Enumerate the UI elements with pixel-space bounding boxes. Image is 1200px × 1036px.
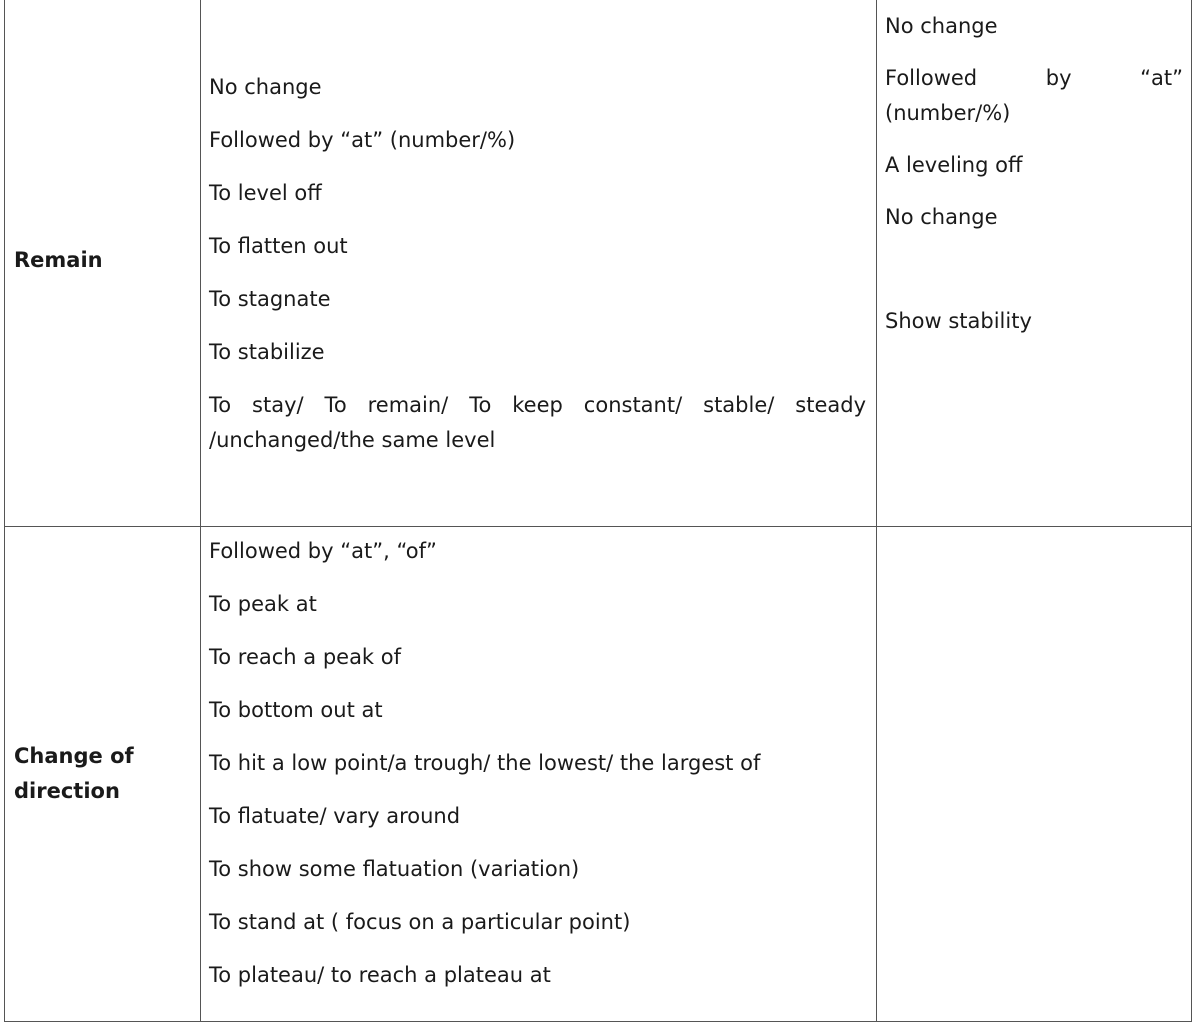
list-item: To hit a low point/a trough/ the lowest/ the largest of: [209, 750, 761, 775]
row-label: Change of: [14, 744, 134, 768]
list-item: To stay/ To remain/ To keep constant/ stable/ steady /unchanged/the same level: [209, 392, 866, 452]
table-row-change-of-direction: [5, 527, 1192, 1022]
list-item: Followed by “at” (number/%): [885, 66, 1183, 125]
list-item: To plateau/ to reach a plateau at: [209, 962, 551, 987]
list-item: To show some flatuation (variation): [209, 856, 580, 881]
spacer: [885, 252, 1183, 304]
row-label-cell: [5, 527, 201, 1022]
row-label: Remain: [14, 248, 103, 272]
list-item: To stand at ( focus on a particular point): [209, 909, 631, 934]
list-item: To reach a peak of: [209, 644, 402, 669]
verb-phrases-cell: [201, 527, 877, 1022]
list-item: To flatuate/ vary around: [209, 803, 461, 828]
list-item: To flatten out: [209, 233, 348, 258]
list-item: To stabilize: [209, 339, 325, 364]
vocabulary-table: [4, 0, 1192, 1022]
list-item: Show stability: [885, 309, 1032, 333]
noun-phrases-cell: [877, 0, 1192, 527]
list-item: To bottom out at: [209, 697, 383, 722]
list-item: No change: [885, 14, 998, 38]
row-label-cell: [5, 0, 201, 527]
list-item: No change: [209, 74, 322, 99]
list-item: To level off: [209, 180, 322, 205]
verb-phrases-cell: [201, 0, 877, 527]
list-item: Followed by “at”, “of”: [209, 538, 437, 563]
list-item: To peak at: [209, 591, 317, 616]
list-item: Followed by “at” (number/%): [209, 127, 516, 152]
row-label-continued: direction: [14, 779, 120, 803]
list-item: No change: [885, 205, 998, 229]
table-row-remain: [5, 0, 1192, 527]
list-item: To stagnate: [209, 286, 331, 311]
list-item: A leveling off: [885, 153, 1023, 177]
noun-phrases-cell: [877, 527, 1192, 1022]
